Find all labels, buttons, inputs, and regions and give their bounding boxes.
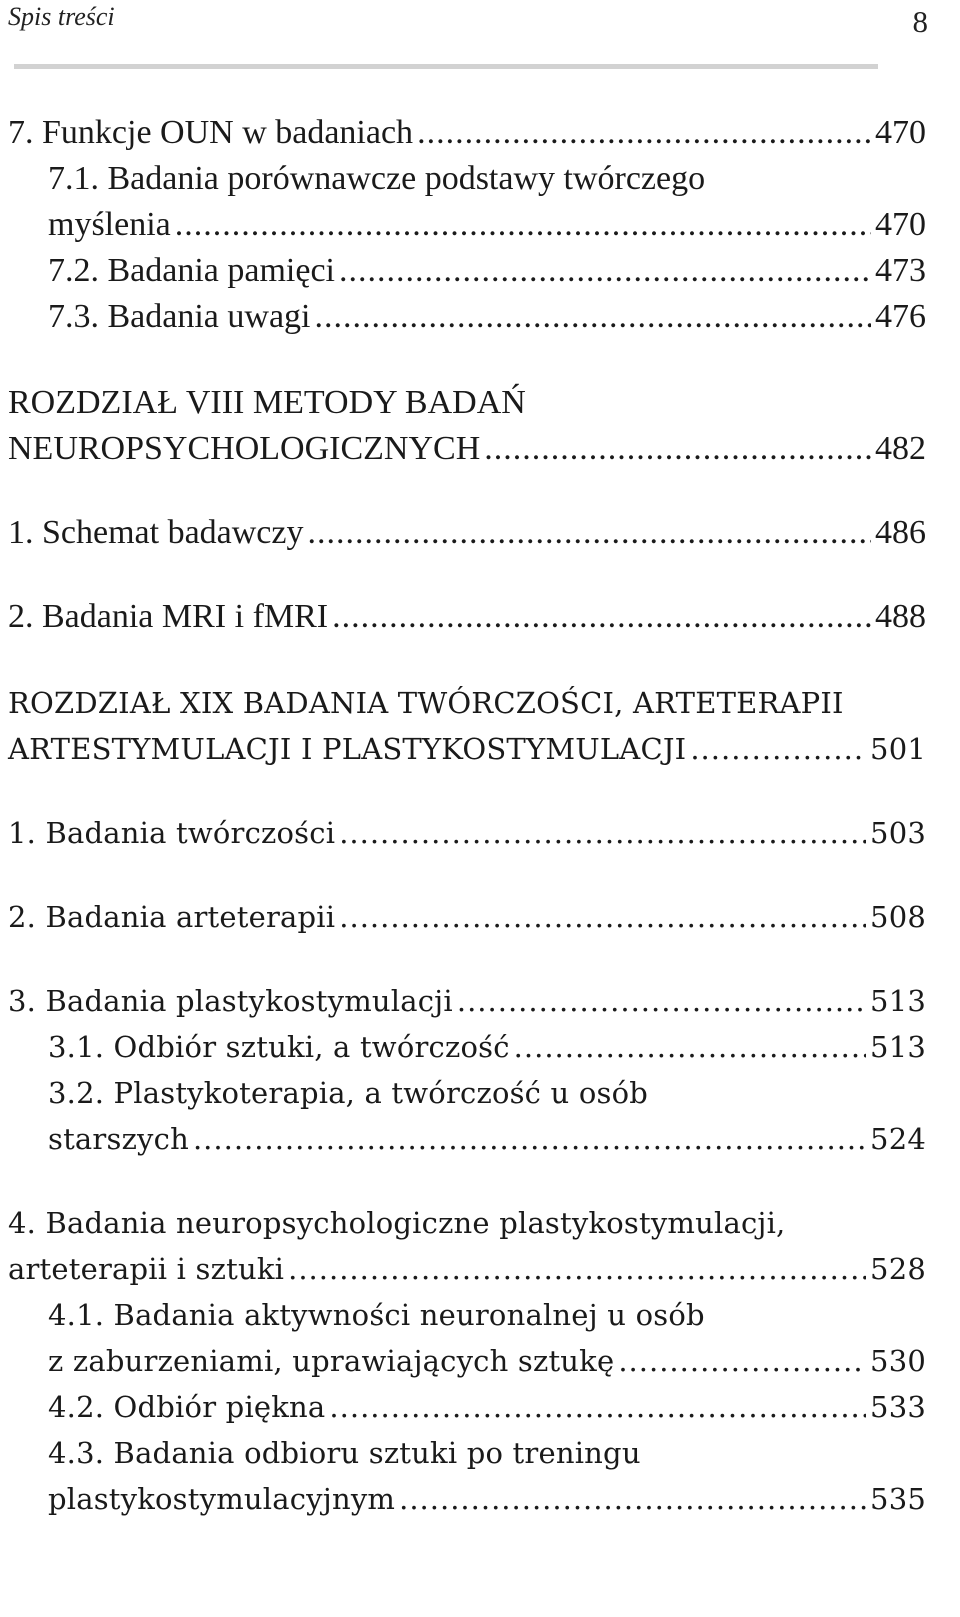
toc-entry-page: 528 xyxy=(870,1252,926,1286)
toc-entry-page: 501 xyxy=(870,732,926,766)
toc-entry-page: 486 xyxy=(875,514,926,551)
toc-entry-title: 7.2. Badania pamięci xyxy=(48,252,336,289)
toc-entry-title-continued: myślenia xyxy=(48,206,171,243)
toc-entry[interactable] xyxy=(8,1430,926,1522)
toc-entry[interactable] xyxy=(8,1292,926,1384)
toc-entry-title: 3.1. Odbiór sztuki, a twórczość xyxy=(48,1030,510,1064)
toc-entry-page: 513 xyxy=(870,1030,926,1064)
toc-entry-page: 533 xyxy=(870,1390,926,1424)
toc-entry-title: 1. Badania twórczości xyxy=(8,816,336,850)
dot-leader xyxy=(315,294,872,340)
dot-leader xyxy=(332,594,871,640)
chapter-title-continued: NEUROPSYCHOLOGICZNYCH xyxy=(8,430,481,467)
dot-leader xyxy=(329,1384,866,1430)
toc-entry-page: 488 xyxy=(875,598,926,635)
toc-entry-title-continued: plastykostymulacyjnym xyxy=(48,1482,396,1516)
dot-leader xyxy=(175,202,871,248)
dot-leader xyxy=(399,1476,866,1522)
toc-entry[interactable] xyxy=(8,510,926,556)
toc-entry-title: 1. Schemat badawczy xyxy=(8,514,304,551)
toc-entry[interactable] xyxy=(8,110,926,156)
toc-entry-title: 4.1. Badania aktywności neuronalnej u osób xyxy=(48,1298,705,1332)
toc-entry[interactable] xyxy=(8,594,926,640)
toc-entry-page: 470 xyxy=(875,206,926,243)
header-divider xyxy=(14,64,878,69)
toc-entry-title: 2. Badania arteterapii xyxy=(8,900,336,934)
toc-entry-title-continued: starszych xyxy=(48,1122,189,1156)
toc-entry-title: 3.2. Plastykoterapia, a twórczość u osób xyxy=(48,1076,649,1110)
toc-entry-title-continued: z zaburzeniami, uprawiających sztukę xyxy=(48,1344,615,1378)
running-header-title: Spis treści xyxy=(8,2,115,31)
toc-entry[interactable] xyxy=(8,894,926,940)
dot-leader xyxy=(339,248,871,294)
toc-entry[interactable] xyxy=(8,1024,926,1070)
page-header xyxy=(8,0,928,70)
toc-entry-page: 535 xyxy=(870,1482,926,1516)
dot-leader xyxy=(288,1246,866,1292)
dot-leader xyxy=(308,510,872,556)
toc-entry[interactable] xyxy=(8,1070,926,1162)
chapter-title: ROZDZIAŁ XIX BADANIA TWÓRCZOŚCI, ARTETERAPII xyxy=(8,686,844,720)
toc-entry-page: 470 xyxy=(875,114,926,151)
toc-entry-title-continued: arteterapii i sztuki xyxy=(8,1252,285,1286)
dot-leader xyxy=(457,978,866,1024)
toc-entry[interactable] xyxy=(8,810,926,856)
toc-entry-title: 3. Badania plastykostymulacji xyxy=(8,984,453,1018)
toc-entry[interactable] xyxy=(8,248,926,294)
toc-entry-page: 473 xyxy=(875,252,926,289)
chapter-title-continued: ARTESTYMULACJI I PLASTYKOSTYMULACJI xyxy=(8,732,687,766)
toc-entry-title: 4. Badania neuropsychologiczne plastykostymulacji, xyxy=(8,1206,786,1240)
dot-leader xyxy=(690,726,866,772)
toc-entry-title: 4.2. Odbiór piękna xyxy=(48,1390,326,1424)
table-of-contents xyxy=(8,110,926,1522)
dot-leader xyxy=(417,110,871,156)
toc-entry-page: 513 xyxy=(870,984,926,1018)
toc-entry-title: 4.3. Badania odbioru sztuki po treningu xyxy=(48,1436,641,1470)
toc-entry-page: 482 xyxy=(875,430,926,467)
toc-entry[interactable] xyxy=(8,1200,926,1292)
toc-entry-title: 7. Funkcje OUN w badaniach xyxy=(8,114,414,151)
toc-entry[interactable] xyxy=(8,1384,926,1430)
toc-entry[interactable] xyxy=(8,156,926,248)
chapter-title: ROZDZIAŁ VIII METODY BADAŃ xyxy=(8,384,526,421)
toc-chapter-entry[interactable] xyxy=(8,680,926,772)
toc-entry-page: 524 xyxy=(870,1122,926,1156)
toc-entry-title: 2. Badania MRI i fMRI xyxy=(8,598,329,635)
dot-leader xyxy=(193,1116,866,1162)
dot-leader xyxy=(339,894,866,940)
dot-leader xyxy=(484,426,871,472)
dot-leader xyxy=(618,1338,866,1384)
dot-leader xyxy=(339,810,866,856)
toc-entry[interactable] xyxy=(8,294,926,340)
dot-leader xyxy=(514,1024,866,1070)
toc-entry-page: 530 xyxy=(870,1344,926,1378)
toc-entry-title: 7.3. Badania uwagi xyxy=(48,298,311,335)
page-number: 8 xyxy=(912,4,928,39)
toc-chapter-entry[interactable] xyxy=(8,380,926,472)
toc-entry-title: 7.1. Badania porównawcze podstawy twórczego xyxy=(48,160,706,197)
toc-entry[interactable] xyxy=(8,978,926,1024)
toc-entry-page: 476 xyxy=(875,298,926,335)
toc-entry-page: 503 xyxy=(870,816,926,850)
toc-entry-page: 508 xyxy=(870,900,926,934)
